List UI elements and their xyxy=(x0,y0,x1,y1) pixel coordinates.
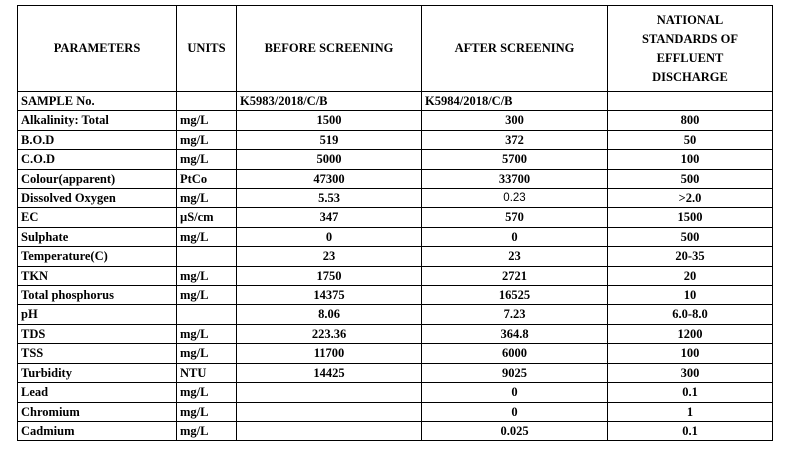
national-standard-cell: 10 xyxy=(608,286,773,305)
table-row xyxy=(18,286,773,305)
national-standard-cell: 20-35 xyxy=(608,247,773,266)
table-row xyxy=(18,247,773,266)
table-row xyxy=(18,266,773,285)
before-screening-cell: 5.53 xyxy=(237,189,422,208)
national-standard-cell: 800 xyxy=(608,111,773,130)
national-standard-cell: 500 xyxy=(608,227,773,246)
unit-cell: mg/L xyxy=(177,402,237,421)
unit-cell: µS/cm xyxy=(177,208,237,227)
unit-cell: mg/L xyxy=(177,383,237,402)
national-standard-cell: 300 xyxy=(608,363,773,382)
table-row xyxy=(18,421,773,440)
parameter-cell: Alkalinity: Total xyxy=(18,111,177,130)
sample-unit xyxy=(177,92,237,111)
national-standard-cell: 20 xyxy=(608,266,773,285)
after-screening-cell: 5700 xyxy=(422,150,608,169)
national-standard-cell: 500 xyxy=(608,169,773,188)
before-screening-cell: 519 xyxy=(237,130,422,149)
unit-cell: mg/L xyxy=(177,266,237,285)
before-screening-cell: 1500 xyxy=(237,111,422,130)
before-screening-cell: 23 xyxy=(237,247,422,266)
before-screening-cell: 347 xyxy=(237,208,422,227)
sample-national xyxy=(608,92,773,111)
unit-cell: NTU xyxy=(177,363,237,382)
table-row xyxy=(18,402,773,421)
header-parameters: PARAMETERS xyxy=(18,6,177,92)
unit-cell: mg/L xyxy=(177,130,237,149)
unit-cell xyxy=(177,305,237,324)
sample-before: K5983/2018/C/B xyxy=(237,92,422,111)
after-screening-cell: 9025 xyxy=(422,363,608,382)
after-screening-cell: 0 xyxy=(422,402,608,421)
national-standard-cell: >2.0 xyxy=(608,189,773,208)
parameter-cell: Lead xyxy=(18,383,177,402)
parameter-cell: B.O.D xyxy=(18,130,177,149)
before-screening-cell: 14425 xyxy=(237,363,422,382)
parameter-cell: TSS xyxy=(18,344,177,363)
parameter-cell: EC xyxy=(18,208,177,227)
after-screening-cell: 0.23 xyxy=(422,189,608,208)
parameter-cell: Dissolved Oxygen xyxy=(18,189,177,208)
sample-after: K5984/2018/C/B xyxy=(422,92,608,111)
effluent-table-container xyxy=(17,5,773,441)
after-screening-cell: 23 xyxy=(422,247,608,266)
after-screening-cell: 2721 xyxy=(422,266,608,285)
table-row xyxy=(18,363,773,382)
table-row xyxy=(18,130,773,149)
before-screening-cell: 223.36 xyxy=(237,324,422,343)
sample-label: SAMPLE No. xyxy=(18,92,177,111)
after-screening-cell: 33700 xyxy=(422,169,608,188)
national-standard-cell: 100 xyxy=(608,150,773,169)
before-screening-cell xyxy=(237,383,422,402)
after-screening-cell: 570 xyxy=(422,208,608,227)
sample-number-row xyxy=(18,92,773,111)
national-standard-cell: 0.1 xyxy=(608,421,773,440)
table-row xyxy=(18,305,773,324)
unit-cell: mg/L xyxy=(177,421,237,440)
table-row xyxy=(18,344,773,363)
table-row xyxy=(18,111,773,130)
parameter-cell: Temperature(C) xyxy=(18,247,177,266)
unit-cell: mg/L xyxy=(177,344,237,363)
effluent-parameters-table xyxy=(17,5,773,441)
unit-cell: mg/L xyxy=(177,111,237,130)
table-row xyxy=(18,324,773,343)
national-standard-cell: 6.0-8.0 xyxy=(608,305,773,324)
table-row xyxy=(18,208,773,227)
national-standard-cell: 50 xyxy=(608,130,773,149)
header-row xyxy=(18,6,773,92)
before-screening-cell xyxy=(237,421,422,440)
after-screening-cell: 372 xyxy=(422,130,608,149)
before-screening-cell: 8.06 xyxy=(237,305,422,324)
national-standard-cell: 1500 xyxy=(608,208,773,227)
before-screening-cell: 1750 xyxy=(237,266,422,285)
header-after-screening: AFTER SCREENING xyxy=(422,6,608,92)
after-screening-cell: 0.025 xyxy=(422,421,608,440)
before-screening-cell: 0 xyxy=(237,227,422,246)
parameter-cell: Total phosphorus xyxy=(18,286,177,305)
after-screening-cell: 6000 xyxy=(422,344,608,363)
table-row xyxy=(18,189,773,208)
parameter-cell: pH xyxy=(18,305,177,324)
after-screening-cell: 7.23 xyxy=(422,305,608,324)
unit-cell: mg/L xyxy=(177,189,237,208)
unit-cell xyxy=(177,247,237,266)
unit-cell: mg/L xyxy=(177,286,237,305)
after-screening-cell: 364.8 xyxy=(422,324,608,343)
parameter-cell: TDS xyxy=(18,324,177,343)
unit-cell: PtCo xyxy=(177,169,237,188)
table-row xyxy=(18,227,773,246)
parameter-cell: C.O.D xyxy=(18,150,177,169)
parameter-cell: Sulphate xyxy=(18,227,177,246)
header-units: UNITS xyxy=(177,6,237,92)
before-screening-cell: 14375 xyxy=(237,286,422,305)
parameter-cell: Colour(apparent) xyxy=(18,169,177,188)
after-screening-cell: 300 xyxy=(422,111,608,130)
before-screening-cell: 11700 xyxy=(237,344,422,363)
table-row xyxy=(18,150,773,169)
national-standard-cell: 0.1 xyxy=(608,383,773,402)
parameter-cell: TKN xyxy=(18,266,177,285)
national-standard-cell: 1200 xyxy=(608,324,773,343)
header-before-screening: BEFORE SCREENING xyxy=(237,6,422,92)
national-standard-cell: 1 xyxy=(608,402,773,421)
before-screening-cell xyxy=(237,402,422,421)
unit-cell: mg/L xyxy=(177,150,237,169)
unit-cell: mg/L xyxy=(177,324,237,343)
after-screening-cell: 0 xyxy=(422,383,608,402)
unit-cell: mg/L xyxy=(177,227,237,246)
after-screening-cell: 16525 xyxy=(422,286,608,305)
parameter-cell: Turbidity xyxy=(18,363,177,382)
before-screening-cell: 47300 xyxy=(237,169,422,188)
table-row xyxy=(18,169,773,188)
parameter-cell: Cadmium xyxy=(18,421,177,440)
parameter-cell: Chromium xyxy=(18,402,177,421)
after-screening-cell: 0 xyxy=(422,227,608,246)
table-row xyxy=(18,383,773,402)
before-screening-cell: 5000 xyxy=(237,150,422,169)
national-standard-cell: 100 xyxy=(608,344,773,363)
header-national-standards: NATIONAL STANDARDS OF EFFLUENT DISCHARGE xyxy=(608,6,773,92)
